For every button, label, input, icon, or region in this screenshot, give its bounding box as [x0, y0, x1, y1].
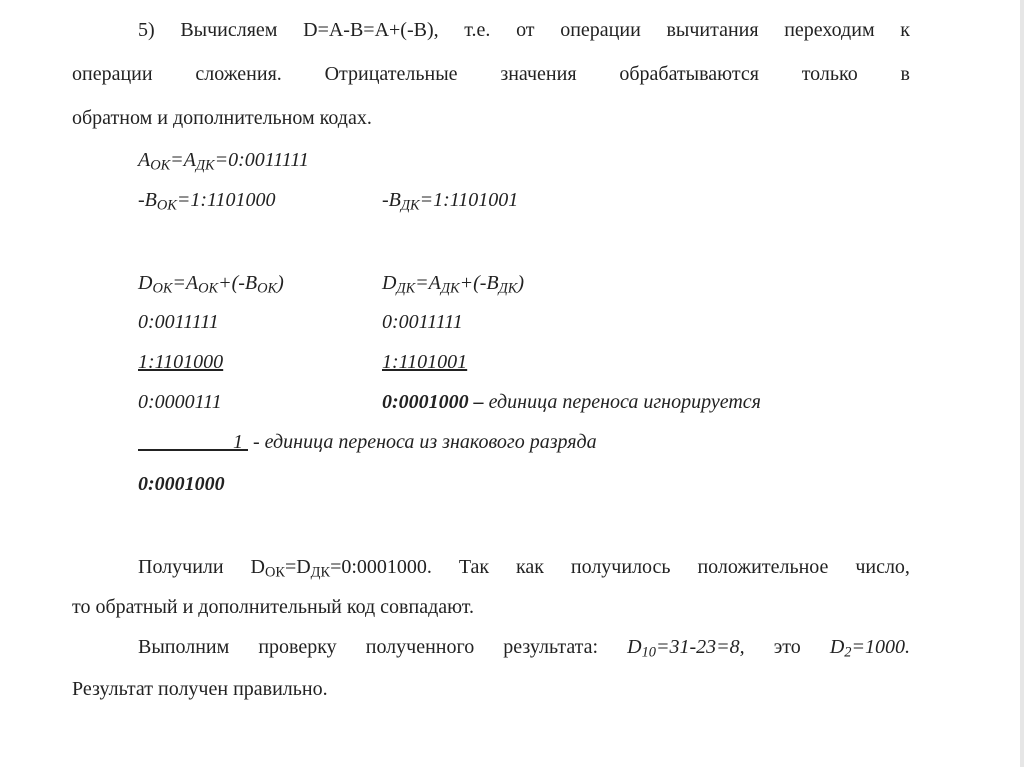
ok-row-2: 1:1101000 [138, 351, 224, 373]
neg-b-dk-code: $-B_{ДК}=1:1101001$ [382, 189, 519, 214]
ok-header: $D_{ОК}=A_{ОК}+(-B_{ОК})$ [138, 272, 284, 297]
paragraph-2-line-1 [138, 556, 910, 581]
word: как [516, 556, 545, 578]
dk-result-value: 0:0001000 [382, 391, 469, 413]
d-ok-dk-expression: $D_{ОК}=D_{ДК}=0:0001000$. [250, 556, 432, 581]
dk-row-2: 1:1101001 [382, 351, 468, 373]
word: число, [855, 556, 910, 578]
ok-result: 0:0001000 [138, 473, 225, 495]
word: от [516, 19, 535, 41]
word: получилось [570, 556, 671, 578]
carry-note: - единица переноса из знакового разряда [248, 431, 597, 453]
ok-row-3: 0:0000111 [138, 391, 222, 413]
paragraph-1-line-2 [72, 64, 910, 84]
word: обрабатываются [619, 63, 759, 85]
d10-expression: $D_{10}=31-23=8$, [627, 636, 745, 661]
word: только [801, 63, 858, 85]
d2-expression: $D_2=1000$. [829, 636, 910, 661]
word: полученного [365, 636, 475, 658]
neg-b-ok-code: $-B_{ОК}=1:1101000$ [138, 189, 276, 214]
word: проверку [258, 636, 337, 658]
ok-row-1: 0:0011111 [138, 311, 219, 333]
word: в [900, 63, 910, 85]
word: положительное [697, 556, 829, 578]
word: значения [500, 63, 577, 85]
word: Получили [138, 556, 224, 578]
dash: – [468, 391, 484, 413]
paragraph-3-line-2: Результат получен правильно. [72, 678, 328, 700]
paragraph-2-line-2: то обратный и дополнительный код совпадают. [72, 596, 475, 618]
word: результата: [503, 636, 599, 658]
word: Вычисляем [180, 19, 278, 41]
carry-digit: 1 [233, 431, 243, 453]
paragraph-1-line-3: обратном и дополнительном кодах. [72, 107, 372, 129]
word: операции [72, 63, 153, 85]
word: D=A-B=A+(-B), [303, 19, 439, 41]
paragraph-1-line-1 [138, 20, 910, 40]
ok-carry-line [138, 432, 597, 452]
dk-row-3 [382, 392, 761, 412]
paragraph-3-line-1 [138, 636, 910, 661]
word: вычитания [666, 19, 759, 41]
word: операции [560, 19, 641, 41]
dk-header: $D_{ДК}=A_{ДК}+(-B_{ДК})$ [382, 272, 525, 297]
dk-row-1: 0:0011111 [382, 311, 463, 333]
word: 5) [138, 19, 155, 41]
word: Отрицательные [324, 63, 458, 85]
word: переходим [784, 19, 875, 41]
word: т.е. [464, 19, 491, 41]
page-edge-shadow [1020, 0, 1024, 767]
a-codes-line: $A_{ОК}=A_{ДК}=0:0011111$ [138, 149, 309, 174]
word: сложения. [195, 63, 282, 85]
word: Выполним [138, 636, 230, 658]
word: это [773, 636, 801, 658]
dk-note: единица переноса игнорируется [483, 391, 761, 413]
word: Так [458, 556, 490, 578]
word: к [900, 19, 910, 41]
